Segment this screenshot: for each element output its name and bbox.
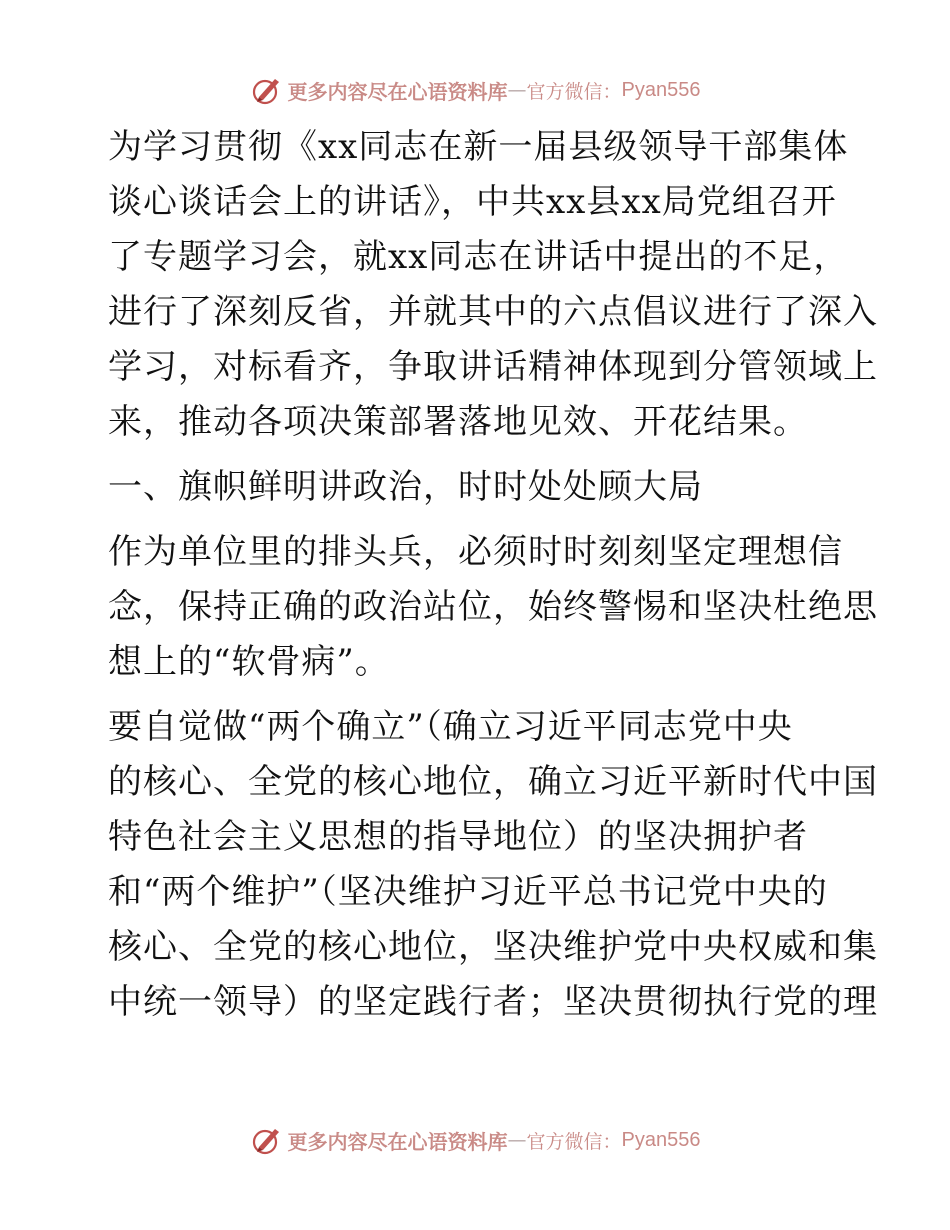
paragraph-2 (98, 525, 878, 690)
pen-logo-icon (250, 1123, 284, 1157)
watermark-wechat-label: 官方微信： (526, 1130, 622, 1153)
header-watermark (0, 70, 950, 110)
text-line: 学习，对标看齐，争取讲话精神体现到分管领域上 (108, 347, 878, 387)
watermark-wechat-label: 官方微信： (526, 80, 622, 103)
text-line: 想上的“软骨病”。 (108, 642, 390, 682)
text-line: 特色社会主义思想的指导地位）的坚决拥护者 (108, 817, 808, 857)
text-line: 进行了深刻反省，并就其中的六点倡议进行了深入 (108, 292, 878, 332)
watermark-separator: — (507, 1129, 527, 1151)
text-line: 了专题学习会，就xx同志在讲话中提出的不足， (108, 237, 849, 277)
document-body (98, 120, 878, 1030)
text-line: 念，保持正确的政治站位，始终警惕和坚决杜绝思 (108, 587, 878, 627)
watermark-wechat-id: Pyan556 (621, 78, 701, 101)
text-line: 的核心、全党的核心地位，确立习近平新时代中国 (108, 762, 878, 802)
footer-watermark (0, 1120, 950, 1160)
watermark-wechat-id: Pyan556 (621, 1128, 701, 1151)
heading-text: 一、旗帜鲜明讲政治，时时处处顾大局 (108, 467, 703, 507)
section-heading-1 (98, 460, 858, 515)
paragraph-intro (98, 120, 878, 450)
watermark-site-text: 更多内容尽在心语资料库 (287, 79, 508, 104)
text-line: 来，推动各项决策部署落地见效、开花结果。 (108, 402, 808, 442)
text-line: 和“两个维护”（坚决维护习近平总书记党中央的 (108, 872, 828, 912)
watermark-separator: — (507, 79, 527, 101)
text-line: 为学习贯彻《xx同志在新一届县级领导干部集体 (108, 127, 849, 167)
text-line: 要自觉做“两个确立”（确立习近平同志党中央 (108, 707, 793, 747)
watermark-site-text: 更多内容尽在心语资料库 (287, 1129, 508, 1154)
text-line: 核心、全党的核心地位，坚决维护党中央权威和集 (108, 927, 878, 967)
text-line: 谈心谈话会上的讲话》，中共xx县xx局党组召开 (108, 182, 837, 222)
paragraph-3 (98, 700, 878, 1030)
text-line: 作为单位里的排头兵，必须时时刻刻坚定理想信 (108, 532, 843, 572)
pen-logo-icon (250, 73, 284, 107)
text-line: 中统一领导）的坚定践行者；坚决贯彻执行党的理 (108, 982, 878, 1022)
